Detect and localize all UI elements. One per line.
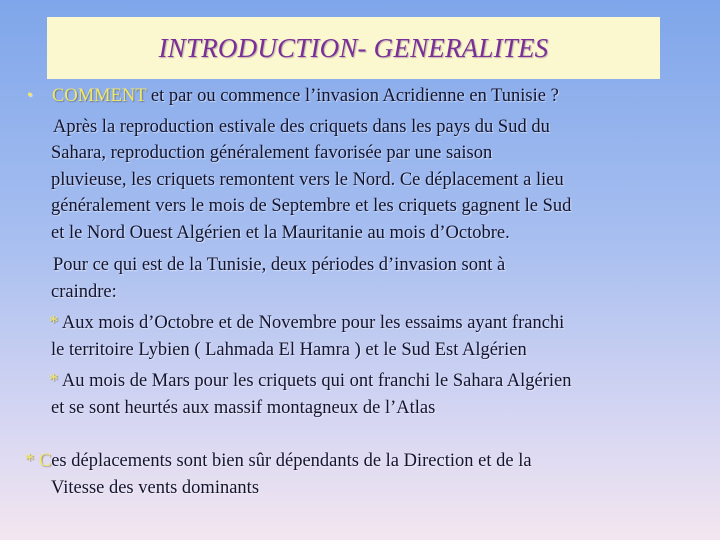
paragraph2-line-2: craindre: <box>51 282 117 302</box>
period-october-line-2: le territoire Lybien ( Lahmada El Hamra ) et le Sud Est Algérien <box>51 340 527 360</box>
conclusion-marker: * C <box>25 451 52 471</box>
paragraph1-line-4: généralement vers le mois de Septembre et les criquets gagnent le Sud <box>51 196 572 216</box>
conclusion-line-2: Vitesse des vents dominants <box>51 478 260 498</box>
conclusion-line-1 <box>25 448 532 474</box>
period-october-line-1 <box>49 310 564 336</box>
asterisk-marker: * <box>49 313 59 333</box>
asterisk-marker: * <box>49 371 59 391</box>
paragraph1-line-3: pluvieuse, les criquets remontent vers le Nord. Ce déplacement a lieu <box>51 170 564 190</box>
paragraph1-line-2: Sahara, reproduction généralement favorisée par une saison <box>51 143 493 163</box>
question-text: et par ou commence l’invasion Acridienne en Tunisie ? <box>150 86 559 106</box>
period-march-line-1 <box>49 368 572 394</box>
paragraph2-line-1: Pour ce qui est de la Tunisie, deux périodes d’invasion sont à <box>53 255 506 275</box>
question-line <box>52 83 559 109</box>
slide-title: INTRODUCTION- GENERALITES <box>158 32 549 63</box>
paragraph1-line-5: et le Nord Ouest Algérien et la Mauritanie au mois d’Octobre. <box>51 223 510 243</box>
period-march-text: Au mois de Mars pour les criquets qui ont franchi le Sahara Algérien <box>61 371 572 391</box>
question-keyword: COMMENT <box>52 86 147 106</box>
paragraph1-line-1: Après la reproduction estivale des criquets dans les pays du Sud du <box>53 117 550 137</box>
title-box <box>47 17 660 79</box>
bullet-dot: • <box>27 87 33 104</box>
conclusion-text: es déplacements sont bien sûr dépendants de la Direction et de la <box>51 451 532 471</box>
period-march-line-2: et se sont heurtés aux massif montagneux de l’Atlas <box>51 398 436 418</box>
period-october-text: Aux mois d’Octobre et de Novembre pour les essaims ayant franchi <box>61 313 565 333</box>
